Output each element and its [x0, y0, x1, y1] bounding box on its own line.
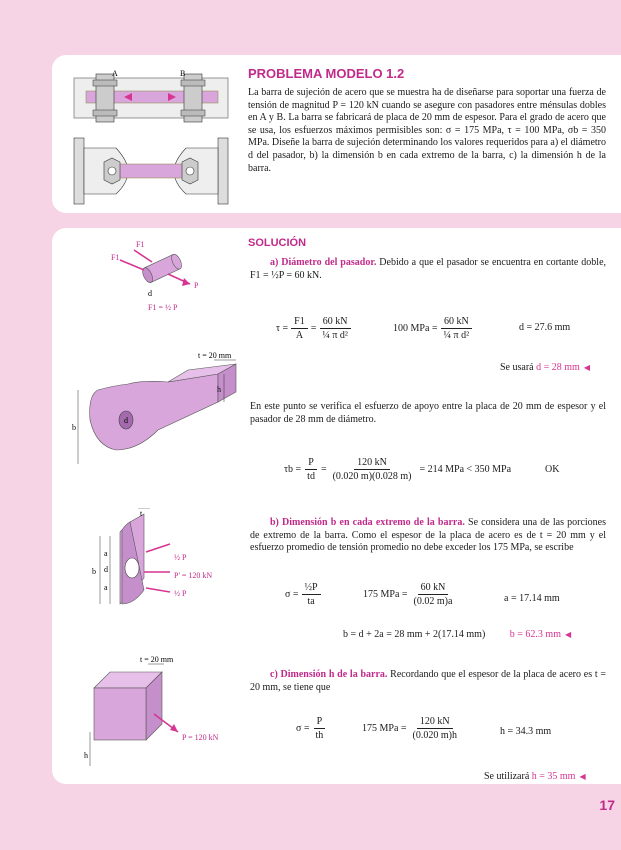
- eq-a1-mid: =: [310, 323, 317, 334]
- part-b-equation-2: [363, 582, 458, 607]
- result-arrow-icon: ◀: [583, 363, 590, 372]
- part-a-equation-1: [276, 316, 354, 341]
- eq-a1-frac2: $\frac{60 kN}{\text{¼ π d²}}$: [319, 316, 351, 341]
- eq-a2-lhs: 100 MPa =: [393, 323, 438, 334]
- part-b-result: b = 62.3 mm: [509, 629, 561, 640]
- section-label-h: h: [84, 751, 88, 760]
- eq-c2-lhs: 175 MPa =: [362, 723, 407, 734]
- tie-bar-figure: [68, 350, 246, 472]
- eq-bearing-lhs: τb =: [284, 464, 302, 475]
- bracket-figure: [66, 66, 236, 211]
- solution-title: SOLUCIÓN: [248, 237, 307, 249]
- part-c-answer-prefix: Se utilizará: [484, 771, 530, 782]
- part-c-text: Recordando que el espesor de la placa de acero es t = 20 mm, se tiene que: [250, 669, 607, 693]
- part-c-answer: [484, 771, 586, 782]
- pin-label-p: P: [194, 281, 199, 290]
- eq-a1-lhs: τ =: [276, 323, 289, 334]
- bar-end-figure: [86, 508, 246, 620]
- label-B: B: [180, 69, 186, 78]
- bar-label-b: b: [72, 423, 76, 432]
- part-b-answer: [343, 629, 571, 640]
- eq-a1-frac1: $\frac{F1}{A}$: [291, 316, 308, 341]
- label-A: A: [112, 69, 118, 78]
- section-label-t: t = 20 mm: [140, 656, 174, 664]
- page-number: 17: [599, 797, 615, 813]
- part-b-heading: b) Dimensión b en cada extremo de la barra.: [270, 517, 465, 528]
- pin-label-f1-top: F1: [136, 240, 145, 249]
- part-a-answer: [500, 362, 590, 373]
- pin-label-f1-left: F1: [111, 253, 120, 262]
- problem-statement: La barra de sujeción de acero que se muestra ha de diseñarse para soportar una fuerza de tensión de magnitud P = 120 kN cuando se asegure con pasadores entre ménsulas dobles en A y B. La barra se fabricará de placa de 20 mm de espesor. Para el grado de acero que se usa, los esfuerzos máximos permisibles son: σ = 175 MPa, τ = 100 MPa, σb = 350 MPa. Diseñe la barra de sujeción determinando los valores requeridos para a) el diámetro d del pasador, b) la dimensión b en cada extremo de la barra, c) la dimensión h de la barra.: [248, 87, 606, 174]
- part-a-answer-prefix: Se usará: [500, 362, 534, 373]
- part-c-answer-value: h = 35 mm: [531, 771, 576, 782]
- eq-b2-lhs: 175 MPa =: [363, 589, 408, 600]
- bar-label-h: h: [217, 385, 221, 394]
- bar-section-figure: [84, 656, 246, 770]
- end-label-d: d: [104, 565, 108, 574]
- part-c-equation-3: h = 34.3 mm: [500, 726, 552, 737]
- eq-c2-frac: $\frac{120 kN}{(0.020 m)h}$: [412, 716, 457, 741]
- part-a-paragraph: [250, 257, 606, 282]
- end-label-a1: a: [104, 549, 108, 558]
- part-a-heading: a) Diámetro del pasador.: [270, 257, 377, 268]
- end-label-t: t: [140, 509, 143, 518]
- end-label-p-prime: P' = 120 kN: [174, 571, 213, 580]
- part-c-paragraph: [250, 669, 606, 694]
- eq-bearing-ok: OK: [545, 464, 560, 475]
- part-a-answer-value: d = 28 mm: [536, 362, 580, 373]
- eq-c1-frac: $\frac{P}{th}$: [315, 716, 324, 741]
- pin-label-d: d: [148, 289, 152, 298]
- part-b-text: Se considera una de las porciones de extremo de la barra. Como el espesor de la placa de acero es de t = 20 mm y el esfuerzo promedio de tensión promedio no debe exceder los 175 MPa, se escribe: [250, 517, 607, 554]
- end-label-b: b: [92, 567, 96, 576]
- eq-bearing-frac1: $\frac{P}{td}$: [307, 457, 315, 482]
- part-b-equation-1: [285, 582, 324, 607]
- eq-b1-frac: $\frac{\text{½P}}{ta}$: [302, 582, 321, 607]
- part-c-equation-1: [296, 716, 329, 741]
- part-a-equation-2: [393, 316, 475, 341]
- bearing-equation: τb = $\frac{P}{td}$ = $\frac{120 kN}{(0.020 m)(0.028 m)}$ = 214 MPa < 350 MPa OK: [284, 457, 560, 482]
- pin-figure: [108, 238, 218, 318]
- bar-label-t: t = 20 mm: [198, 351, 232, 360]
- result-arrow-icon: ◀: [564, 630, 572, 639]
- eq-bearing-result: = 214 MPa < 350 MPa: [419, 464, 512, 475]
- part-b-calc: b = d + 2a = 28 mm + 2(17.14 mm): [343, 629, 486, 640]
- eq-b1-lhs: σ =: [285, 589, 299, 600]
- end-label-a2: a: [104, 583, 108, 592]
- eq-b2-frac: $\frac{60 kN}{(0.02 m)a}$: [413, 582, 453, 607]
- bar-label-d: d: [124, 416, 128, 425]
- problem-title: PROBLEMA MODELO 1.2: [248, 66, 405, 81]
- part-a-equation-3: d = 27.6 mm: [519, 322, 571, 333]
- end-label-half-p2: ½ P: [174, 589, 187, 598]
- part-c-heading: c) Dimensión h de la barra.: [270, 669, 388, 680]
- part-a-text: Debido a que el pasador se encuentra en cortante doble, F1 = ½P = 60 kN.: [250, 257, 607, 281]
- bearing-text: En este punto se verifica el esfuerzo de apoyo entre la placa de 20 mm de espesor y el pasador de 28 mm de diámetro.: [250, 401, 606, 425]
- result-arrow-icon: ◀: [579, 772, 586, 781]
- pin-caption: F1 = ½ P: [148, 303, 178, 312]
- end-label-half-p1: ½ P: [174, 553, 187, 562]
- eq-a2-frac: $\frac{60 kN}{\text{¼ π d²}}$: [441, 316, 473, 341]
- part-c-equation-2: [362, 716, 463, 741]
- section-label-p: P = 120 kN: [182, 733, 219, 742]
- eq-bearing-frac2: $\frac{120 kN}{(0.020 m)(0.028 m)}$: [332, 457, 412, 482]
- eq-c1-lhs: σ =: [296, 723, 310, 734]
- part-b-paragraph: [250, 517, 606, 555]
- part-b-equation-3: a = 17.14 mm: [504, 593, 560, 604]
